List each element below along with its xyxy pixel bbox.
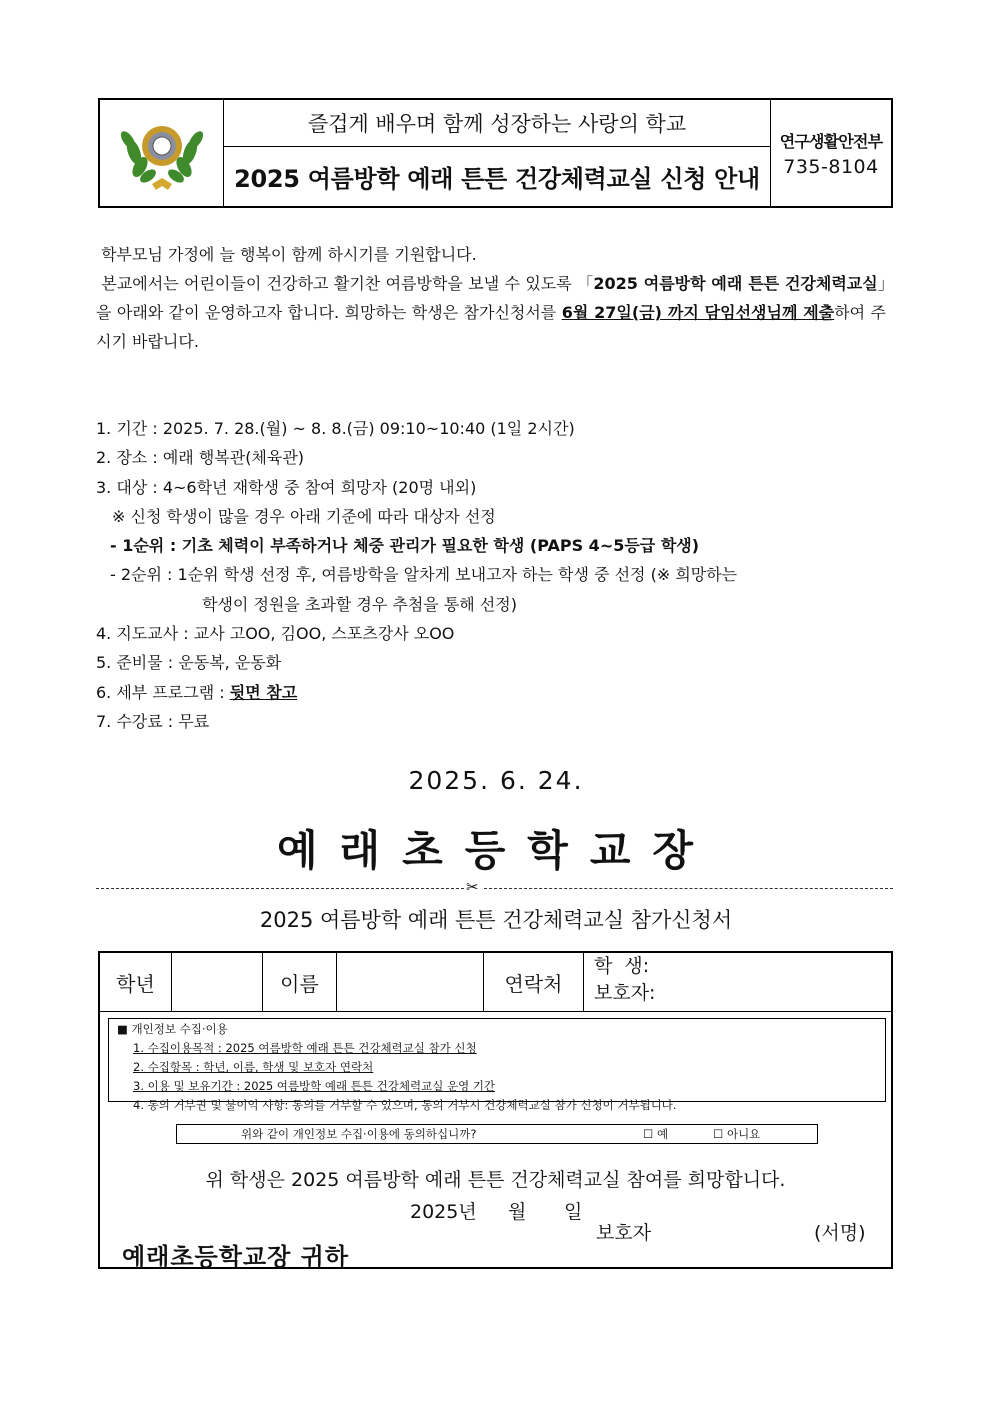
student-contact-label: 학 생: bbox=[594, 955, 650, 977]
privacy-item-4: 4. 동의 거부권 및 불이익 사항: 동의를 거부할 수 있으며, 동의 거부시 건강체력교실 참가 신청이 거부됩니다. bbox=[133, 1098, 677, 1112]
privacy-heading: ■ 개인정보 수집·이용 bbox=[117, 1022, 228, 1036]
grade-label: 학년 bbox=[100, 953, 172, 1011]
detail-target: 3. 대상 : 4~6학년 재학생 중 참여 희망자 (20명 내외) bbox=[96, 477, 477, 497]
guardian-sign-label: 보호자 bbox=[596, 1222, 652, 1244]
program-reference: 뒷면 참고 bbox=[229, 682, 298, 702]
privacy-item-1: 1. 수집이용목적 : 2025 여름방학 예래 튼튼 건강체력교실 참가 신청 bbox=[133, 1041, 477, 1055]
detail-fee: 7. 수강료 : 무료 bbox=[96, 711, 210, 731]
detail-rank2-cont: 학생이 정원을 초과할 경우 추첨을 통해 선정) bbox=[202, 594, 517, 614]
sign-day: 일 bbox=[564, 1201, 583, 1223]
name-field[interactable] bbox=[337, 953, 484, 1011]
sign-year: 2025년 bbox=[410, 1201, 477, 1223]
form-info-row bbox=[100, 953, 891, 1012]
deadline: 6월 27일(금) 까지 담임선생님께 제출 bbox=[561, 303, 835, 322]
consent-box bbox=[176, 1124, 818, 1144]
addressee: 예래초등학교장 귀하 bbox=[122, 1243, 350, 1271]
detail-supplies: 5. 준비물 : 운동복, 운동화 bbox=[96, 653, 282, 673]
contact-label: 연락처 bbox=[484, 953, 584, 1011]
contact-field[interactable] bbox=[594, 953, 655, 1007]
principal-signature: 예래초등학교장 bbox=[276, 826, 715, 875]
grade-field[interactable] bbox=[172, 953, 263, 1011]
scissors-icon: ✂ bbox=[466, 878, 479, 896]
consent-no-checkbox[interactable]: ☐ 아니요 bbox=[713, 1127, 761, 1141]
detail-period: 1. 기간 : 2025. 7. 28.(월) ~ 8. 8.(금) 09:10~10:40 (1일 2시간) bbox=[96, 419, 575, 438]
intro-paragraph: 본교에서는 어린이들이 건강하고 활기찬 여름방학을 보낼 수 있도록 「2025 여름방학 예래 튼튼 건강체력교실」을 아래와 같이 운영하고자 합니다. 희망하는 학생은 참가신청서를 6월 27일(금) 까지 담임선생님께 제출하여 주시기 바랍니다. bbox=[96, 274, 886, 351]
department-phone: 735-8104 bbox=[783, 155, 879, 178]
detail-note: ※ 신청 학생이 많을 경우 아래 기준에 따라 대상자 선정 bbox=[112, 506, 496, 526]
greeting: 학부모님 가정에 늘 행복이 함께 하시기를 기원합니다. bbox=[101, 245, 477, 264]
consent-question: 위와 같이 개인정보 수집·이용에 동의하십니까? bbox=[241, 1127, 477, 1141]
dashed-line-right bbox=[484, 888, 893, 889]
guardian-contact-label: 보호자: bbox=[594, 982, 656, 1004]
department-cell bbox=[771, 100, 891, 206]
form-title: 2025 여름방학 예래 튼튼 건강체력교실 참가신청서 bbox=[259, 908, 733, 932]
intro-text bbox=[96, 240, 886, 356]
program-details bbox=[96, 414, 896, 736]
privacy-item-3: 3. 이용 및 보유기간 : 2025 여름방학 예래 튼튼 건강체력교실 운영 기간 bbox=[133, 1079, 496, 1093]
dashed-line-left bbox=[96, 888, 464, 889]
header-box bbox=[98, 98, 893, 208]
page-title: 2025 여름방학 예래 튼튼 건강체력교실 신청 안내 bbox=[234, 165, 760, 193]
department-name: 연구생활안전부 bbox=[779, 131, 883, 151]
detail-place: 2. 장소 : 예래 행복관(체육관) bbox=[96, 448, 305, 468]
signature-mark[interactable]: (서명) bbox=[814, 1222, 866, 1244]
school-motto: 즐겁게 배우며 함께 성장하는 사랑의 학교 bbox=[224, 100, 770, 147]
program-name: 2025 여름방학 예래 튼튼 건강체력교실 bbox=[593, 274, 878, 293]
privacy-item-2: 2. 수집항목 : 학년, 이름, 학생 및 보호자 연락처 bbox=[133, 1060, 374, 1074]
notice-date: 2025. 6. 24. bbox=[408, 766, 584, 795]
privacy-notice bbox=[108, 1018, 886, 1112]
detail-rank2: - 2순위 : 1순위 학생 선정 후, 여름방학을 알차게 보내고자 하는 학생 중 선정 (※ 희망하는 bbox=[110, 565, 738, 585]
logo-cell bbox=[100, 100, 224, 206]
detail-program: 6. 세부 프로그램 : 뒷면 참고 bbox=[96, 682, 298, 702]
title-cell bbox=[224, 100, 771, 206]
consent-yes-checkbox[interactable]: ☐ 예 bbox=[643, 1127, 669, 1141]
participation-statement: 위 학생은 2025 여름방학 예래 튼튼 건강체력교실 참여를 희망합니다. bbox=[205, 1169, 786, 1191]
cut-line bbox=[96, 878, 893, 900]
detail-rank1: - 1순위 : 기초 체력이 부족하거나 체중 관리가 필요한 학생 (PAPS 4~5등급 학생) bbox=[110, 536, 700, 556]
detail-teachers: 4. 지도교사 : 교사 고OO, 김OO, 스포츠강사 오OO bbox=[96, 624, 455, 644]
school-emblem-icon bbox=[114, 112, 210, 194]
name-label: 이름 bbox=[263, 953, 337, 1011]
sign-month: 월 bbox=[508, 1201, 527, 1223]
application-form bbox=[98, 951, 893, 1269]
